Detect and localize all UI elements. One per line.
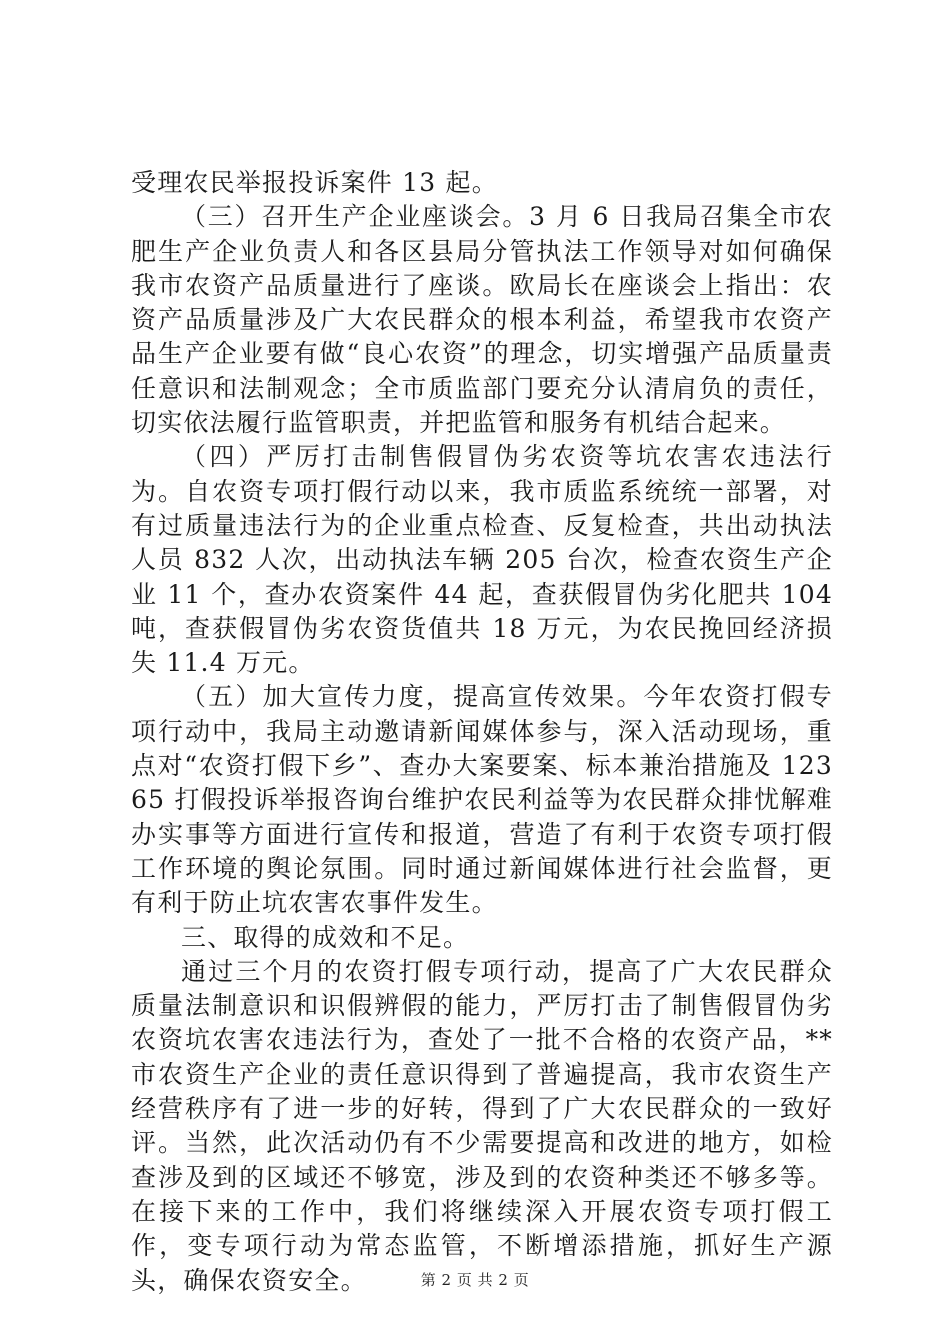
paragraph-case-count: 受理农民举报投诉案件 13 起。 bbox=[131, 168, 498, 197]
paragraph-crackdown: （四）严厉打击制售假冒伪劣农资等坑农害农违法行为。自农资专项打假行动以来，我市质监系统统一部署，对有过质量违法行为的企业重点检查、反复检查，共出动执法人员 832 人次，出动执法车辆 205 台次，检查农资生产企业 11 个，查办农资案件 44 起，查获假冒伪劣化肥共 104 吨，查获假冒伪劣农资货值共 18 万元，为农民挽回经济损失 11.4 万元。 bbox=[131, 442, 833, 678]
paragraph-results: 通过三个月的农资打假专项行动，提高了广大农民群众质量法制意识和识假辨假的能力，严厉打击了制售假冒伪劣农资坑农害农违法行为，查处了一批不合格的农资产品，**市农资生产企业的责任意识得到了普遍提高，我市农资生产经营秩序有了进一步的好转，得到了广大农民群众的一致好评。当然，此次活动仍有不少需要提高和改进的地方，如检查涉及到的区域还不够宽，涉及到的农资种类还不够多等。在接下来的工作中，我们将继续深入开展农资专项打假工作，变专项行动为常态监管，不断增添措施，抓好生产源头，确保农资安全。 bbox=[131, 956, 833, 1295]
paragraph-enterprise-forum: （三）召开生产企业座谈会。3 月 6 日我局召集全市农肥生产企业负责人和各区县局分管执法工作领导对如何确保我市农资产品质量进行了座谈。欧局长在座谈会上指出：农资产品质量涉及广大农民群众的根本利益，希望我市农资产品生产企业要有做“良心农资”的理念，切实增强产品质量责任意识和法制观念；全市质监部门要充分认清肩负的责任，切实依法履行监管职责，并把监管和服务有机结合起来。 bbox=[131, 202, 833, 438]
section-heading-results: 三、取得的成效和不足。 bbox=[181, 922, 470, 952]
document-body bbox=[131, 166, 833, 1298]
paragraph-publicity: （五）加大宣传力度，提高宣传效果。今年农资打假专项行动中，我局主动邀请新闻媒体参与，深入活动现场，重点对“农资打假下乡”、查办大案要案、标本兼治措施及 12365 打假投诉举报咨询台维护农民利益等为农民群众排忧解难办实事等方面进行宣传和报道，营造了有利于农资专项打假工作环境的舆论氛围。同时通过新闻媒体进行社会监督，更有利于防止坑农害农事件发生。 bbox=[131, 682, 833, 918]
page-footer: 第 2 页 共 2 页 bbox=[420, 1271, 530, 1289]
